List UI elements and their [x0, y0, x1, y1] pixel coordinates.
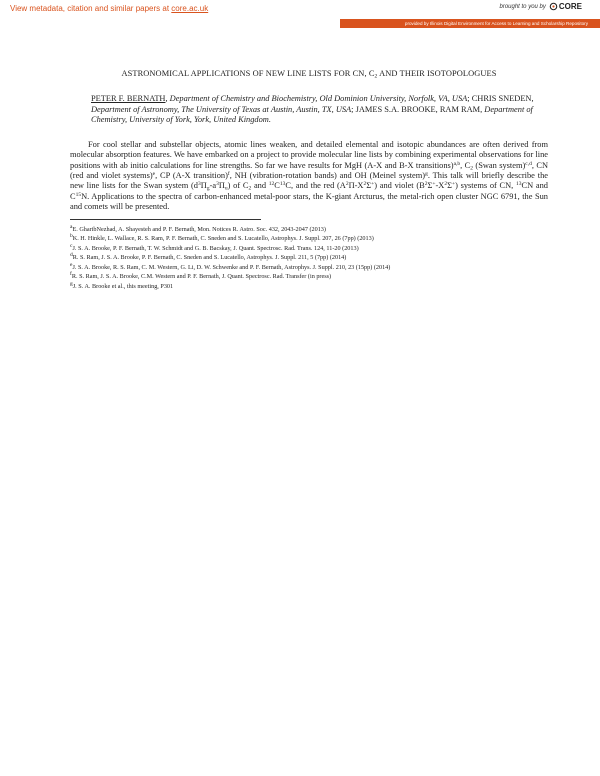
paper-content: [70, 69, 548, 291]
footnote-text: J. S. A. Brooke, P. F. Bernath, T. W. Schmidt and G. B. Bacskay, J. Quant. Spectrosc. Rad. Trans. 124, 11-20 (2013): [72, 244, 359, 252]
abstract-text: C, and the red (A: [285, 181, 346, 191]
footnote-mark: a: [70, 223, 73, 230]
title-subscript: 2: [374, 73, 378, 80]
footnotes: [70, 225, 548, 292]
abstract-text: , CP (A-X transition): [155, 171, 228, 180]
core-logo-icon: [549, 2, 558, 11]
footnote-item: [70, 225, 548, 235]
footnote-ref: e: [152, 171, 156, 177]
superscript: 2: [424, 181, 428, 188]
footnote-item: [70, 272, 548, 282]
subscript: u: [224, 185, 228, 192]
subscript: g: [206, 185, 210, 192]
footnote-text: R. S. Ram, J. S. A. Brooke, P. F. Bernath, C. Sneden and S. Lucatello, Astrophys. J. Suppl. 211, 5 (7pp) (2014): [72, 254, 347, 262]
abstract-text: CN and C: [70, 181, 548, 201]
author-block: PETER F. BERNATH, Department of Chemistry and Biochemistry, Old Dominion University, Norfolk, VA, USA; CHRIS SNEDEN, Department of Astronomy, The University of Texas at Austin, Austin, TX, USA; JAMES S.A. BROOKE, RAM RAM, Department of Chemistry, University of York, York, United Kingdom.: [91, 94, 534, 125]
abstract-text: , C: [460, 160, 471, 170]
footnote-mark: d: [70, 252, 73, 259]
author-name-3: JAMES S.A. BROOKE, RAM RAM: [355, 104, 481, 114]
brought-to-you-by: [500, 2, 583, 11]
footnote-text: J. S. A. Brooke et al., this meeting, P301: [72, 282, 174, 290]
abstract-text: Π: [218, 181, 225, 191]
footnote-text: J. S. A. Brooke, R. S. Ram, C. M. Western, G. Li, D. W. Schwenke and P. F. Bernath, Astrophys. J. Suppl. 210, 23 (15pp) (2014): [72, 263, 391, 271]
footnote-mark: g: [70, 280, 73, 287]
abstract-text: Σ: [366, 181, 372, 191]
paper-title: [70, 69, 548, 78]
superscript: +: [451, 181, 456, 188]
author-name-1: PETER F. BERNATH: [91, 94, 166, 103]
footnote-ref: f: [227, 171, 230, 177]
abstract-text: and: [251, 181, 269, 191]
superscript: 2: [444, 181, 448, 188]
superscript: 3: [198, 181, 201, 188]
superscript: 15: [75, 191, 82, 198]
footnote-item: [70, 253, 548, 263]
abstract-text: For cool stellar and substellar objects, atomic lines weaken, and detailed elemental and isotopic abundances are often derived from molecular absorption features. We have embarked on a project to provide molecular line lists by combining experimental observations for line positions with ab initio calculations for line strengths. So far we have results for MgH (A-X and B-X transitions): [70, 139, 548, 170]
footnote-mark: c: [70, 242, 73, 249]
abstract-text: . This talk will briefly describe the new line lists for the Swan system (d: [70, 171, 549, 191]
superscript: 13: [516, 181, 522, 188]
footnote-mark: b: [70, 233, 73, 240]
footnote-mark: e: [70, 261, 73, 268]
author-affiliation-2: Department of Astronomy, The University of Texas at Austin, Austin, TX, USA: [91, 104, 352, 114]
footnote-divider: [70, 219, 261, 220]
abstract-text: ) systems of CN,: [455, 181, 517, 191]
abstract-text: Π-X: [348, 181, 364, 191]
footnote-ref: g: [425, 171, 428, 177]
superscript: +: [432, 181, 436, 188]
title-part-1: ASTRONOMICAL APPLICATIONS OF NEW LINE LISTS FOR CN, C: [121, 69, 375, 78]
author-name-2: CHRIS SNEDEN: [471, 94, 532, 103]
core-metadata-link[interactable]: [10, 4, 208, 13]
core-banner: [0, 0, 600, 32]
core-logo-text: CORE: [558, 2, 582, 11]
footnote-text: E. GharibNezhad, A. Shayesteh and P. F. Bernath, Mon. Notices R. Astro. Soc. 432, 2043-2047 (2013): [72, 225, 326, 233]
footnote-item: [70, 244, 548, 254]
abstract: [70, 140, 548, 213]
footnote-mark: f: [70, 271, 72, 278]
author-affiliation-3: Department of Chemistry, University of York, York, United Kingdom.: [91, 104, 533, 125]
superscript: 3: [216, 181, 219, 188]
footnote-item: [70, 263, 548, 273]
superscript: 2: [363, 181, 367, 188]
core-link-domain: core.ac.uk: [171, 4, 209, 13]
subscript: 2: [470, 165, 474, 172]
abstract-text: Π: [200, 181, 207, 191]
abstract-text: , NH (vibration-rotation bands) and OH (Meinel system): [229, 171, 426, 180]
superscript: +: [371, 181, 375, 188]
abstract-text: Σ: [427, 181, 433, 191]
footnote-text: K. H. Hinkle, L. Wallace, R. S. Ram, P. F. Bernath, C. Sneden and S. Lucatello, Astrophys. J. Suppl. 207, 26 (7pp) (2013): [72, 235, 374, 243]
superscript: 13: [279, 181, 286, 188]
footnote-ref: c,d: [525, 160, 532, 167]
core-logo[interactable]: [549, 2, 582, 11]
footnote-item: [70, 282, 548, 292]
provided-by-bar: provided by Illinois Digital Environment for Access to Learning and Scholarship Repository: [340, 19, 600, 28]
abstract-text: Σ: [447, 181, 452, 191]
footnote-ref: a,b: [453, 160, 461, 167]
superscript: 12: [268, 181, 275, 188]
footnote-text: R. S. Ram, J. S. A. Brooke, C.M. Western and P. F. Bernath, J. Quant. Spectrosc. Rad. Transfer (in press): [71, 273, 332, 281]
abstract-text: C: [274, 181, 280, 191]
title-part-2: AND THEIR ISOTOPOLOGUES: [377, 69, 497, 78]
abstract-text: (Swan system): [473, 160, 526, 170]
author-affiliation-1: Department of Chemistry and Biochemistry, Old Dominion University, Norfolk, VA, USA: [169, 94, 468, 103]
abstract-text: N. Applications to the spectra of carbon-enhanced metal-poor stars, the K-giant Arcturus, the metal-rich open cluster NGC 6791, the Sun and comets will be presented.: [70, 191, 548, 212]
abstract-text: -a: [209, 181, 217, 191]
core-link-prefix: View metadata, citation and similar papers at: [10, 4, 172, 13]
abstract-text: ) and violet (B: [374, 181, 425, 191]
abstract-text: , CN (red and violet systems): [70, 160, 548, 180]
abstract-text: -X: [435, 181, 445, 191]
abstract-text: ) of C: [227, 181, 249, 191]
brought-to-you-by-text: brought to you by: [499, 3, 546, 10]
subscript: 2: [248, 185, 252, 192]
superscript: 2: [345, 181, 349, 188]
footnote-item: [70, 234, 548, 244]
